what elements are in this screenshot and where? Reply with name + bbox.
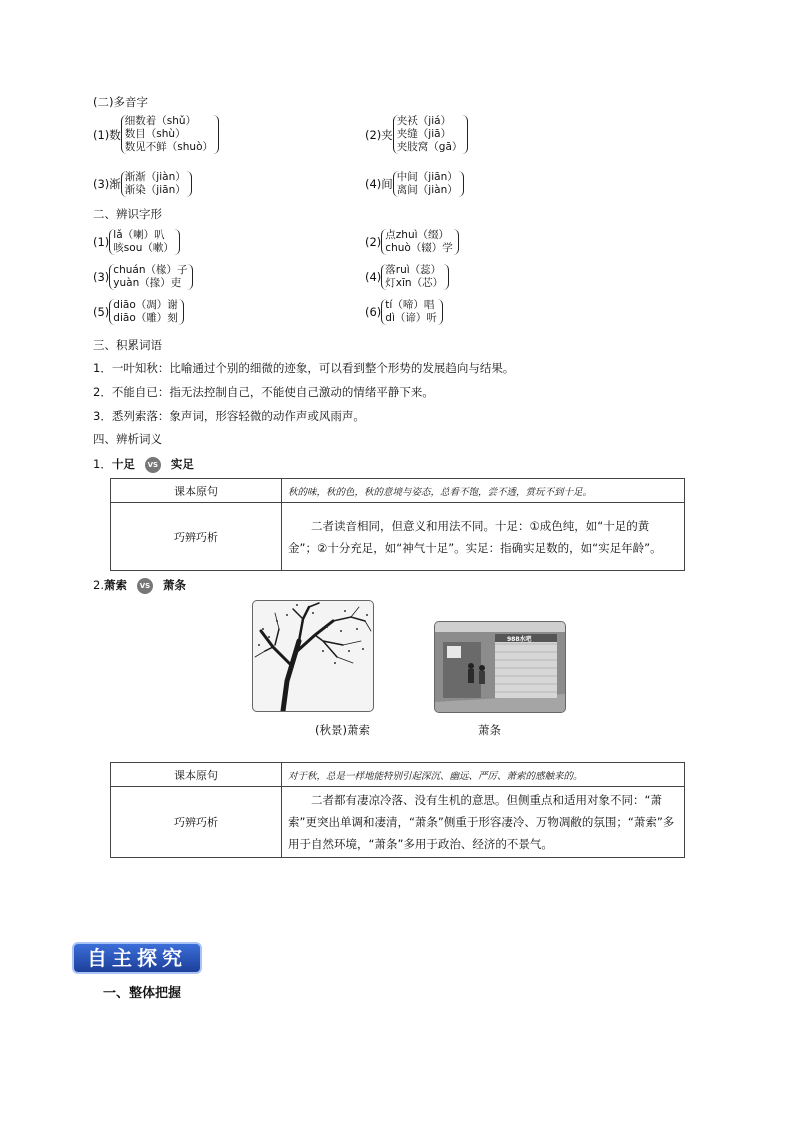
entry: 离间（jiàn） — [396, 184, 458, 196]
group-label: (2)夹 — [365, 127, 393, 142]
self-study-banner: 自主探究 — [72, 942, 202, 974]
vocab-item-2: 2．不能自已：指无法控制自己，不能使自己激动的情绪平静下来。 — [93, 385, 434, 399]
comparison-table-2 — [110, 762, 685, 858]
shopfront-image — [435, 622, 565, 712]
section-analysis-title: 四、辨析词义 — [93, 432, 162, 446]
vocab-item-3: 3．悉列索落：象声词，形容轻微的动作声或风雨声。 — [93, 409, 365, 423]
analysis-text: 二者读音相同，但意义和用法不同。十足：①成色纯，如“十足的黄金”；②十分充足，如“神气十足”。实足：指确实足数的，如“实足年龄”。 — [282, 503, 685, 571]
pair-word-b: 实足 — [170, 457, 194, 471]
group-label: (2) — [365, 235, 382, 249]
textbook-quote: 秋的味，秋的色，秋的意境与姿态，总看不饱，尝不透，赏玩不到十足。 — [282, 479, 685, 503]
shop-sign: 988水吧 — [507, 636, 532, 643]
row-label: 巧辨巧析 — [111, 503, 282, 571]
analysis-text: 二者都有凄凉冷落、没有生机的意思。但侧重点和适用对象不同：“萧索”更突出单调和凄清，“萧条”侧重于形容凄冷、万物凋敝的氛围；“萧索”多用于自然环境，“萧条”多用于政治、经济的不景气。 — [282, 787, 685, 858]
pair-number: 1． — [93, 457, 112, 471]
group-label: (1) — [93, 235, 110, 249]
entry: 数目（shù） — [124, 128, 186, 140]
entry: 中间（jiān） — [396, 171, 458, 183]
group-label: (3)渐 — [93, 177, 121, 191]
entry: 夹袄（jiá） — [396, 115, 452, 127]
entry: 数见不鲜（shuò） — [124, 141, 214, 153]
vocab-item-1: 1．一叶知秋：比喻通过个别的细微的迹象，可以看到整个形势的发展趋向与结果。 — [93, 361, 515, 375]
row-label: 课本原句 — [111, 479, 282, 503]
entry: chuò（辍）学 — [385, 242, 453, 254]
glyph-group-1 — [93, 229, 180, 255]
entry: 细数着（shǔ） — [124, 115, 197, 127]
entry: dì（谛）听 — [385, 312, 437, 324]
entry: 夹缝（jiā） — [396, 128, 452, 140]
photo-caption-right: 萧条 — [478, 723, 501, 737]
photo-caption-left: (秋景)萧索 — [315, 723, 370, 737]
glyph-group-2 — [365, 229, 459, 255]
entry: diāo（凋）谢 — [113, 299, 178, 311]
entry: 灯xīn（芯） — [385, 277, 444, 289]
pair-word-a: 萧索 — [103, 578, 127, 592]
pair-number: 2. — [93, 578, 104, 592]
pair-word-a: 十足 — [111, 457, 135, 471]
empty-shops-photo — [434, 621, 566, 713]
section-glyph-title: 二、辨识字形 — [93, 207, 162, 221]
section-overview-title: 一、整体把握 — [103, 986, 182, 1001]
polyphone-group-3 — [93, 171, 192, 197]
entry: diāo（雕）刻 — [113, 312, 178, 324]
entry: chuán（椽）子 — [113, 264, 188, 276]
vs-icon: VS — [145, 457, 161, 473]
row-label: 课本原句 — [111, 763, 282, 787]
pair-word-b: 萧条 — [162, 578, 186, 592]
glyph-group-3 — [93, 264, 193, 290]
bare-tree-icon — [253, 601, 373, 711]
glyph-group-5 — [93, 299, 184, 325]
entry: 咳sou（嗽） — [113, 242, 174, 254]
section-vocab-title: 三、积累词语 — [93, 338, 162, 352]
group-label: (1)数 — [93, 127, 121, 142]
entry: 点zhuì（缀） — [385, 229, 450, 241]
entry: 夹肢窝（gā） — [396, 141, 463, 153]
autumn-tree-photo — [252, 600, 374, 712]
group-label: (3) — [93, 270, 110, 284]
group-label: (4) — [365, 270, 382, 284]
row-label: 巧辨巧析 — [111, 787, 282, 858]
comparison-table-1 — [110, 478, 685, 571]
glyph-group-4 — [365, 264, 449, 290]
entry: 渐渐（jiàn） — [124, 171, 186, 183]
entry: 渐染（jiān） — [124, 184, 186, 196]
vs-icon: VS — [137, 578, 153, 594]
entry: yuàn（掾）吏 — [113, 277, 182, 289]
group-label: (6) — [365, 305, 382, 319]
word-pair-1 — [93, 456, 194, 473]
group-label: (5) — [93, 305, 110, 319]
polyphone-group-2 — [365, 115, 468, 154]
group-label: (4)间 — [365, 177, 393, 191]
word-pair-2 — [93, 577, 186, 594]
entry: lǎ（喇）叭 — [113, 229, 165, 241]
polyphone-group-1 — [93, 115, 219, 154]
entry: tí（啼）唱 — [385, 299, 435, 311]
section-polyphone-title: (二)多音字 — [93, 95, 148, 109]
textbook-quote: 对于秋，总是一样地能特别引起深沉、幽远、严厉、萧索的感触来的。 — [282, 763, 685, 787]
glyph-group-6 — [365, 299, 443, 325]
polyphone-group-4 — [365, 171, 464, 197]
entry: 落ruì（蕊） — [385, 264, 442, 276]
